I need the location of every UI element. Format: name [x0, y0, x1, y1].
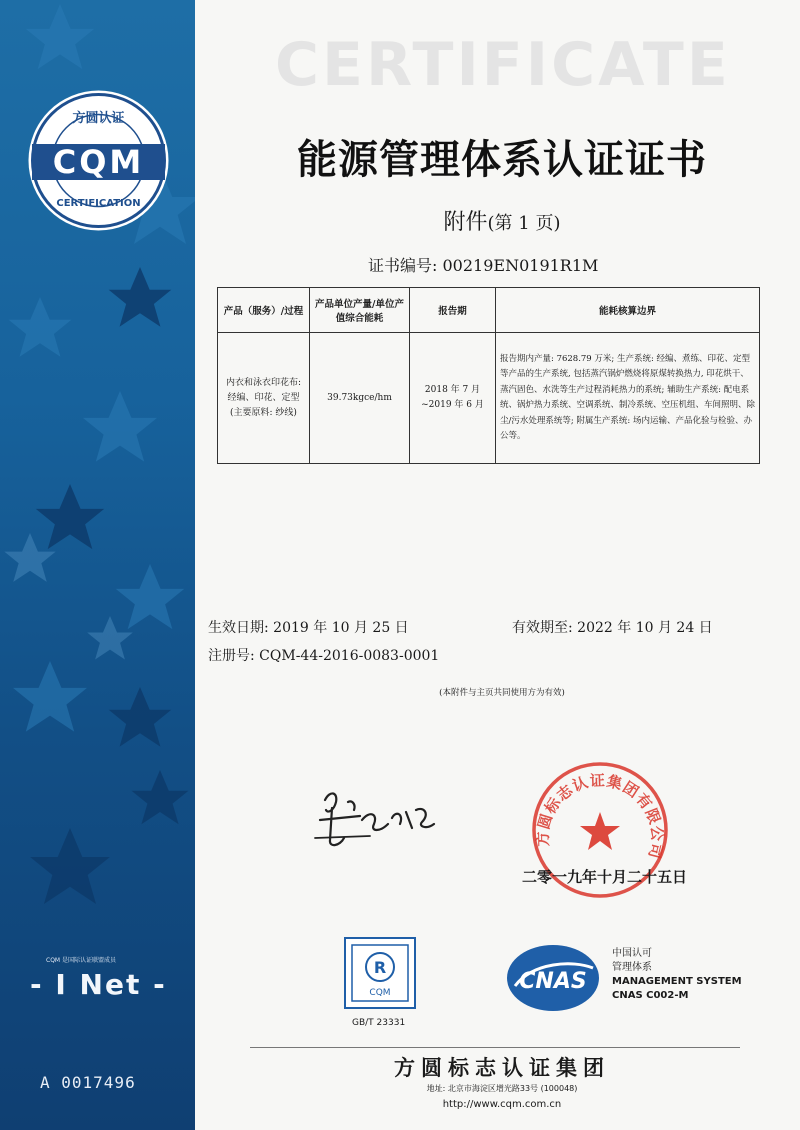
cnas-caption: [612, 947, 742, 1003]
r-mark-letter: R: [373, 958, 387, 977]
footer-divider: [250, 1047, 740, 1048]
cnas-en-line1: MANAGEMENT SYSTEM: [612, 976, 742, 987]
r-mark-logo: [344, 937, 416, 1009]
table-row: [218, 333, 760, 464]
r-mark-sub: CQM: [369, 988, 391, 998]
intensity-cell: 39.73kgce/hm: [310, 333, 410, 464]
cnas-en-line2: CNAS C002-M: [612, 990, 689, 1001]
expiry-date: [512, 617, 713, 637]
cqm-badge-logo: [26, 88, 171, 233]
inet-caption: CQM 是国际认证联盟成员: [46, 957, 116, 964]
gbt-standard: GB/T 23331: [352, 1018, 406, 1028]
effective-date: [208, 617, 409, 637]
issue-date-cn: 二零一九年十月二十五日: [522, 868, 688, 886]
effective-value: 2019 年 10 月 25 日: [273, 620, 409, 636]
issuer-name: 方圆标志认证集团: [394, 1056, 610, 1080]
boundary-cell: 报告期内产量: 7628.79 万米; 生产系统: 经编、煮练、印花、定型等产品的生产系统, 包括蒸汽锅炉燃烧将原煤转换热力, 印花烘干、蒸汽固色、水洗等生产过程消耗热力的系统; 辅助生产系统: 配电系统、锅炉热力系统、空调系统、制冷系统、空压机组、车间照明、除尘/污水处理系统等; 附属生产系统: 场内运输、产品化验与检验、办公等。: [496, 333, 760, 464]
issuer-address: 地址: 北京市海淀区增光路33号 (100048): [426, 1084, 578, 1093]
reg-label: 注册号:: [208, 648, 255, 664]
serial-number: A 0017496: [40, 1073, 136, 1092]
annex-page: (第 1 页): [487, 213, 561, 234]
cnas-cn-line2: 管理体系: [612, 962, 652, 973]
validity-note: (本附件与主页共同使用方为有效): [439, 688, 565, 698]
annex-subtitle: [222, 205, 782, 236]
issuer-url: http://www.cqm.com.cn: [442, 1099, 562, 1110]
annex-label: 附件: [443, 210, 488, 235]
table-header-row: [218, 288, 760, 333]
inet-logo: - I Net -: [30, 968, 167, 1001]
cnas-cn-line1: 中国认可: [612, 948, 652, 959]
effective-label: 生效日期:: [208, 620, 269, 636]
registration-number: [208, 645, 439, 665]
reg-value: CQM-44-2016-0083-0001: [259, 648, 440, 664]
cert-no-value: 00219EN0191R1M: [442, 256, 599, 275]
table-header: 产品（服务）/过程: [218, 288, 310, 333]
badge-top-text: 方圆认证: [72, 111, 125, 126]
sidebar-band: [0, 0, 195, 1130]
product-cell: 内衣和泳衣印花布: 经编、印花、定型(主要原料: 纱线): [218, 333, 310, 464]
table-header: 报告期: [410, 288, 496, 333]
expiry-label: 有效期至:: [512, 620, 573, 636]
seal-text: 方圆标志认证集团有限公司: [533, 771, 667, 862]
scope-table: [217, 287, 760, 464]
certificate-watermark: CERTIFICATE: [275, 30, 731, 100]
signature: [300, 780, 450, 860]
r-mark-icon: [346, 939, 414, 1007]
expiry-value: 2022 年 10 月 24 日: [577, 620, 713, 636]
cnas-logo: [503, 942, 603, 1014]
badge-bottom-text: CERTIFICATION: [56, 198, 141, 209]
table-header: 能耗核算边界: [496, 288, 760, 333]
period-cell: 2018 年 7 月 ~2019 年 6 月: [410, 333, 496, 464]
certificate-number: [368, 253, 598, 276]
cert-no-label: 证书编号:: [368, 256, 438, 275]
badge-mark-text: CQM: [52, 143, 145, 181]
cnas-logo-text: CNAS: [519, 969, 587, 994]
certificate-title: 能源管理体系认证证书: [297, 137, 707, 183]
table-header: 产品单位产量/单位产值综合能耗: [310, 288, 410, 333]
